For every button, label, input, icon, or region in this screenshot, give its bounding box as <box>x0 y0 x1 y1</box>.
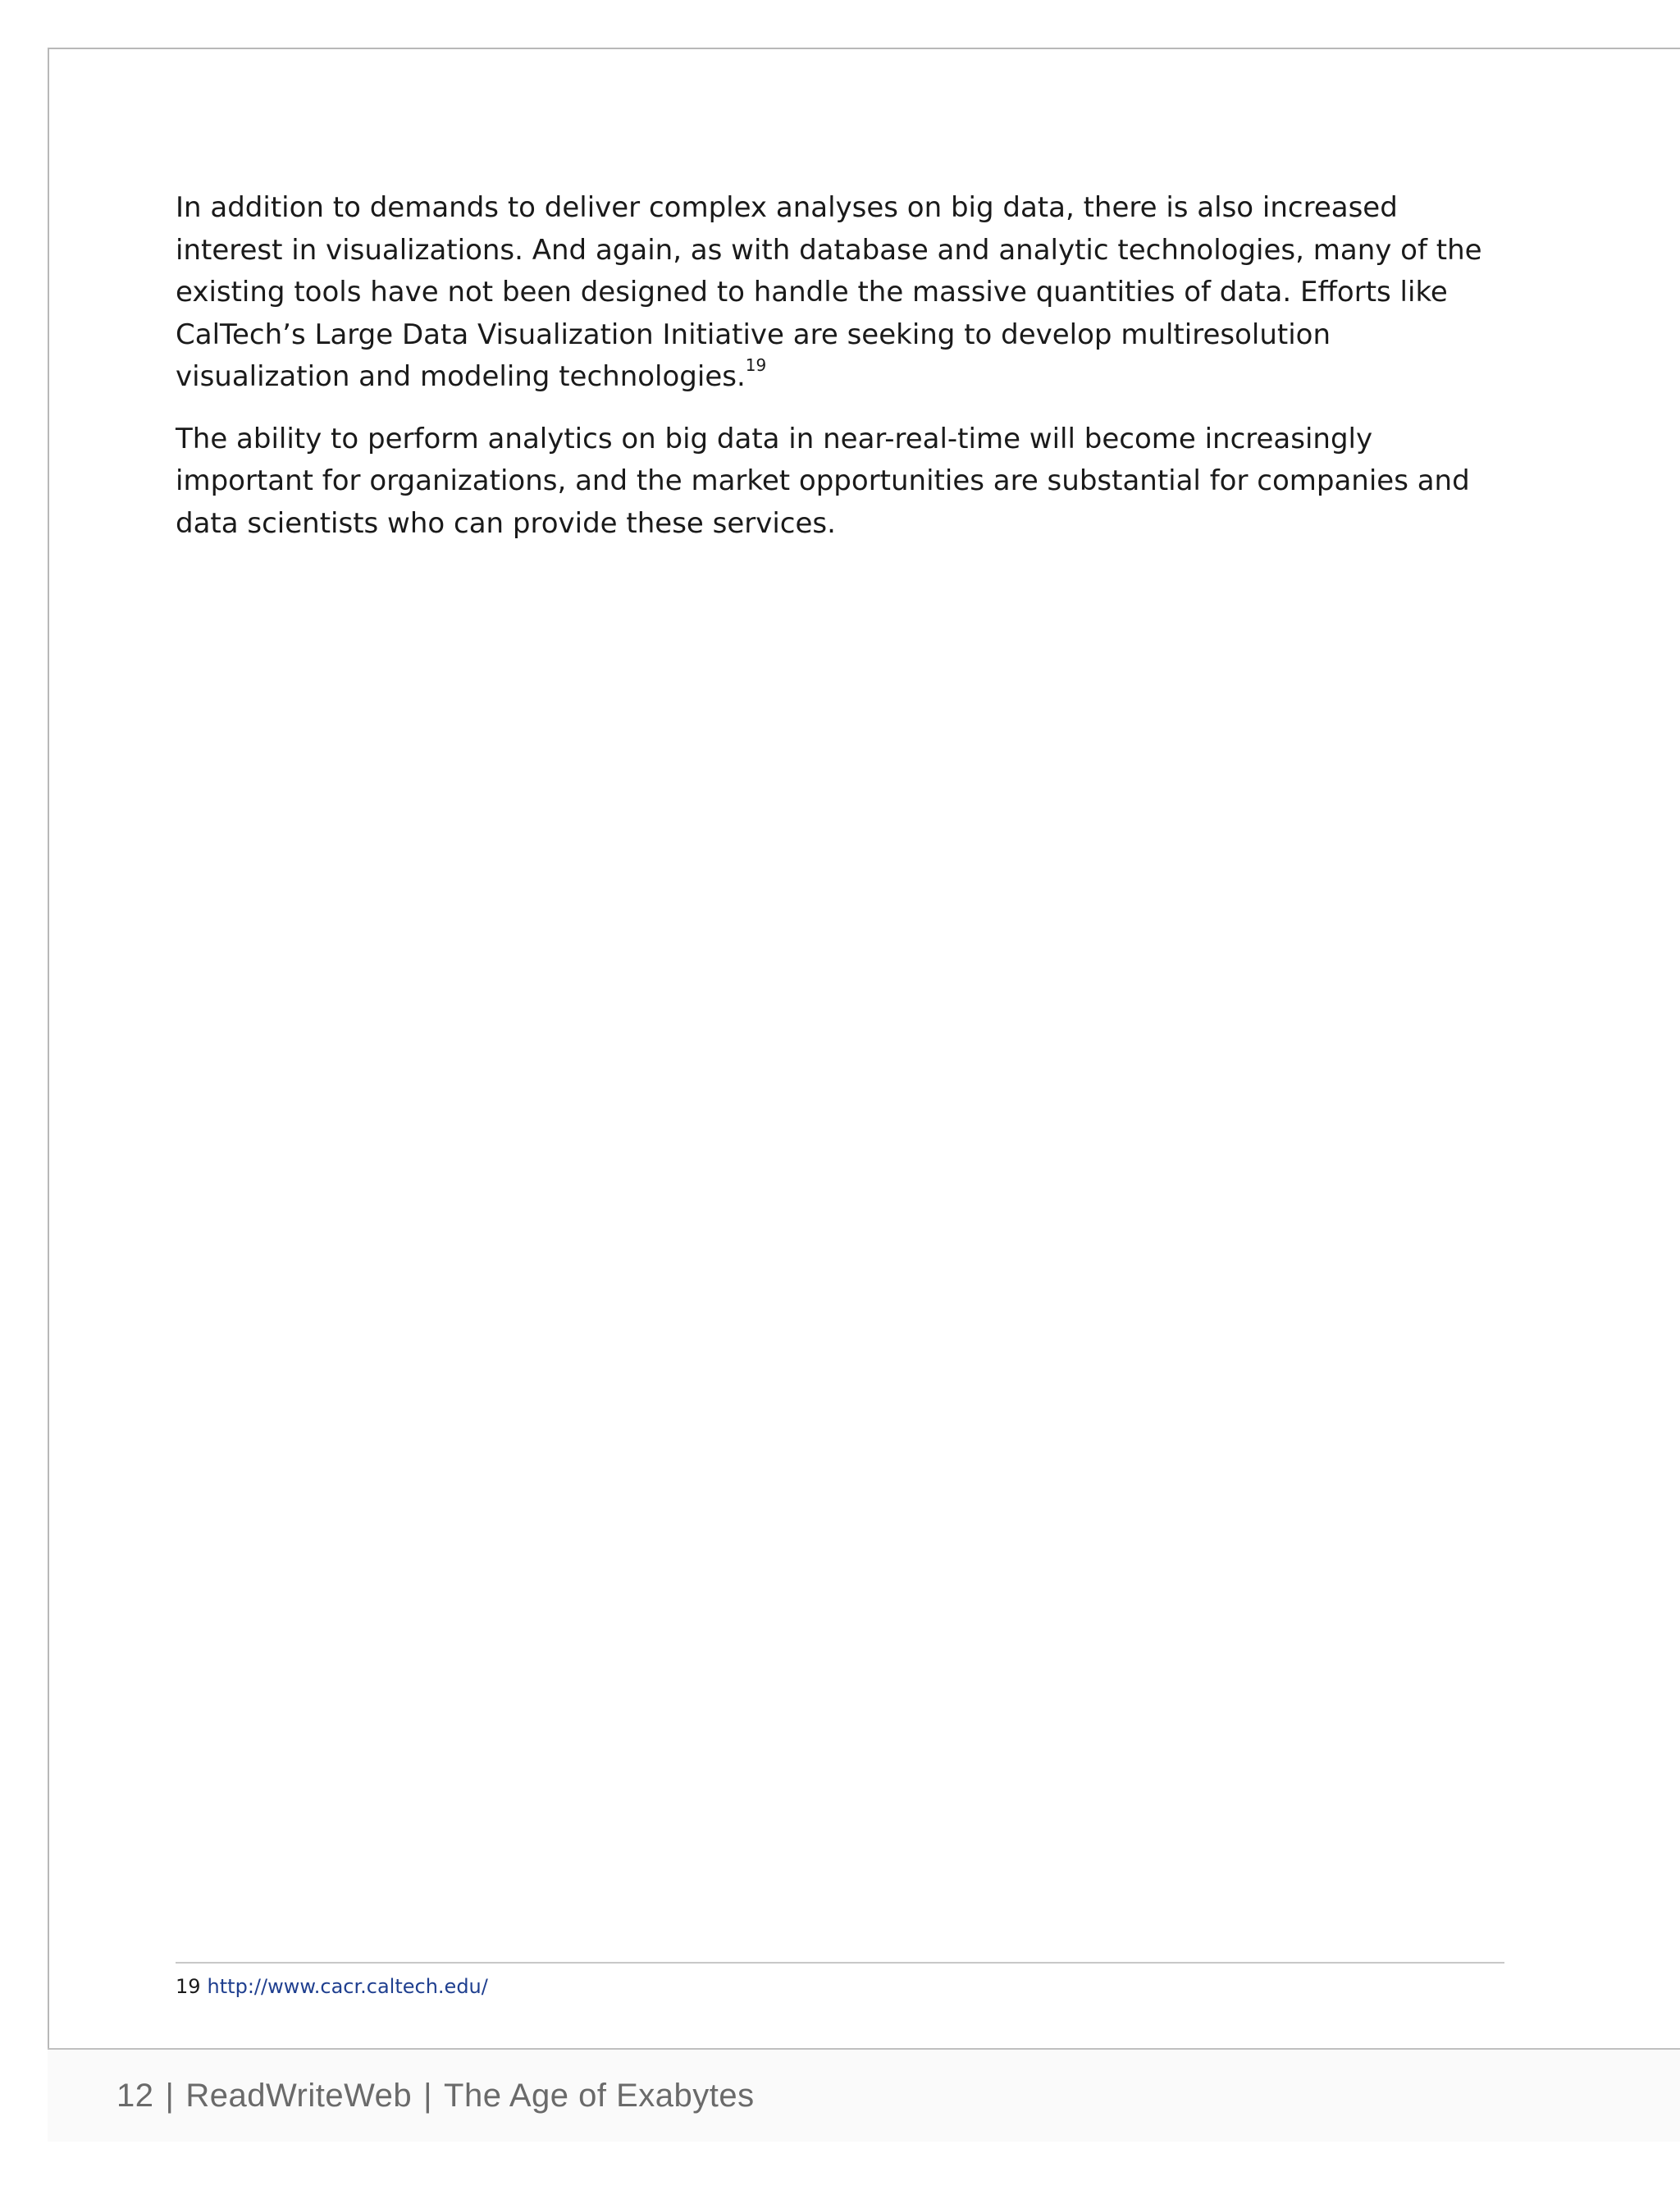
paragraph-text: In addition to demands to deliver complex analyses on big data, there is also increased interest in visualizations. And again, as with database and analytic technologies, many of the existing tools have not been designed to handle the massive quantities of data. Efforts like CalTech’s Large Data Visualization Initiative are seeking to develop multiresolution visualization and modeling technologies. <box>176 191 1482 393</box>
page-number: 12 <box>116 2078 154 2114</box>
footer-text <box>116 2076 755 2115</box>
paragraph-visualizations <box>176 187 1504 399</box>
publisher-name: ReadWriteWeb <box>185 2078 413 2114</box>
paragraph-analytics: The ability to perform analytics on big data in near-real-time will become increasingly important for organizations, and the market opportunities are substantial for companies and data scientists who can provide these services. <box>176 422 1470 540</box>
body-content <box>176 187 1504 565</box>
footnote-divider <box>176 1962 1504 1964</box>
footnote-reference[interactable]: 19 <box>745 354 767 375</box>
footnote-number: 19 <box>176 1975 201 1998</box>
footnote <box>176 1973 488 2000</box>
footnote-link[interactable]: http://www.cacr.caltech.edu/ <box>207 1975 488 1998</box>
footer-separator: | <box>165 2078 175 2114</box>
footer-separator: | <box>423 2078 433 2114</box>
report-title: The Age of Exabytes <box>444 2078 755 2114</box>
